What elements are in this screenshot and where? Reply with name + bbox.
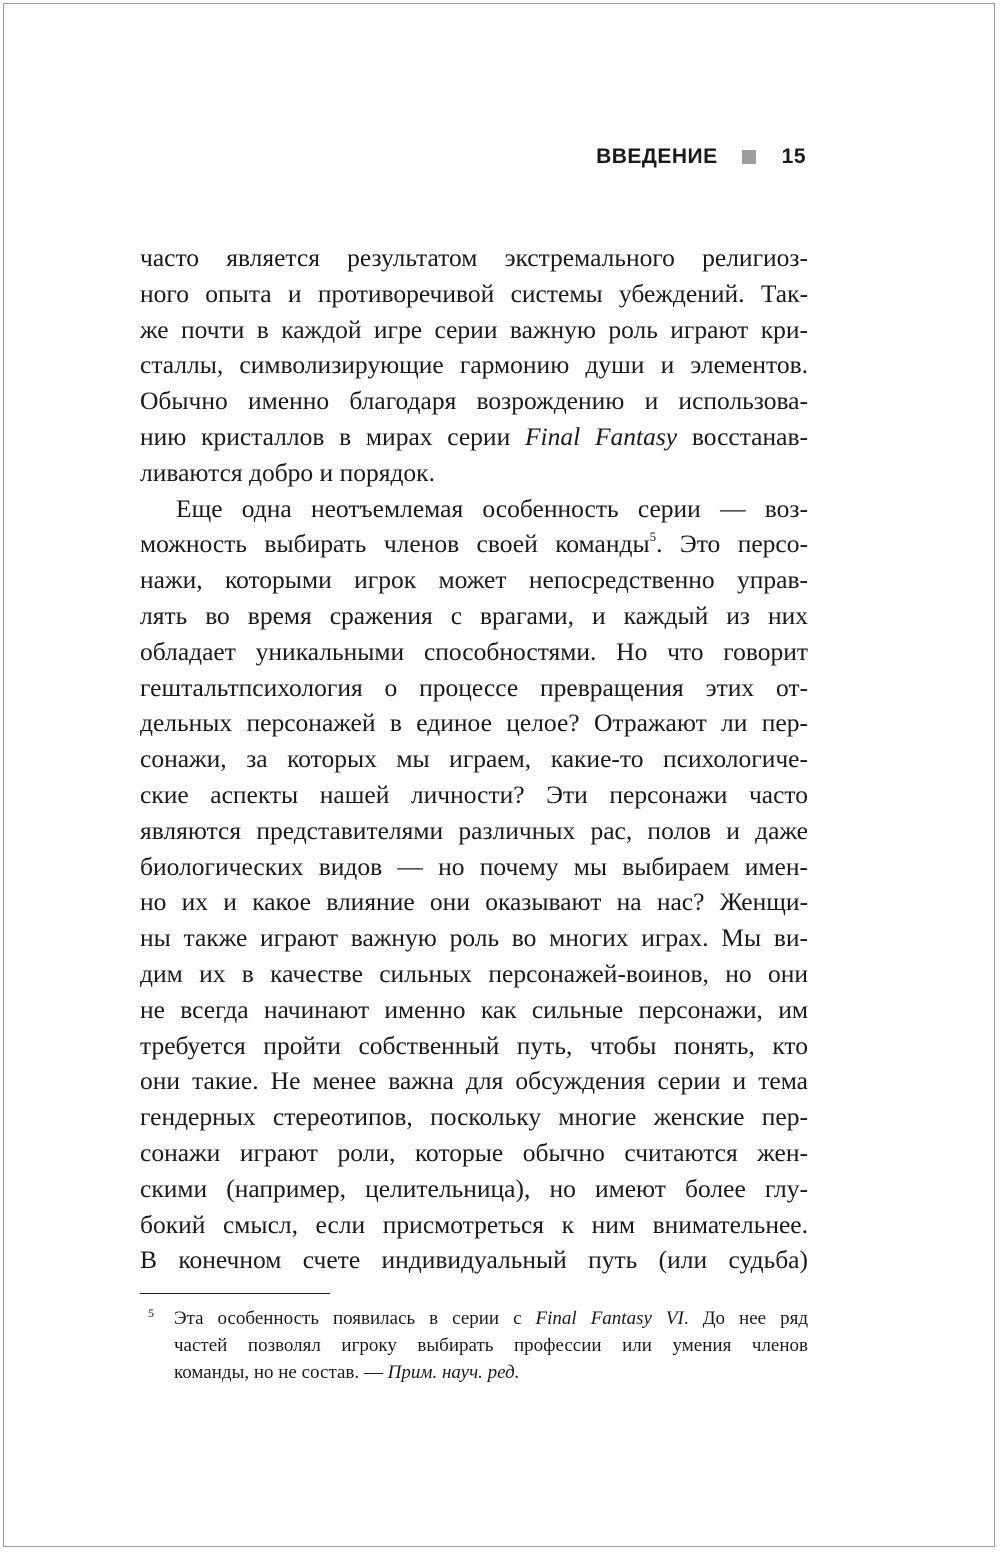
text-line: гештальтпсихология о процессе превращения этих от- bbox=[140, 672, 808, 702]
text-line: же почти в каждой игре серии важную роль играют кри- bbox=[140, 314, 808, 344]
text-line bbox=[140, 526, 808, 562]
footnote-number: 5 bbox=[148, 1306, 154, 1320]
text-line: являются представителями различных рас, полов и даже bbox=[140, 815, 808, 845]
header-square-ornament bbox=[742, 150, 756, 164]
text-line: Обычно именно благодаря возрождению и использова- bbox=[140, 386, 808, 416]
running-header bbox=[560, 142, 806, 172]
text-run: . Это персо- bbox=[656, 529, 808, 559]
text-line: обладает уникальными способностями. Но что говорит bbox=[140, 636, 808, 666]
text-line: лять во время сражения с врагами, и каждый из них bbox=[140, 600, 808, 630]
text-line: ны также играют важную роль во многих играх. Мы ви- bbox=[140, 923, 808, 953]
text-line: гендерных стереотипов, поскольку многие женские пер- bbox=[140, 1102, 808, 1132]
text-run: восстанав- bbox=[677, 421, 808, 451]
text-run: Эта особенность появилась в серии с bbox=[174, 1308, 536, 1329]
text-line: часто является результатом экстремального религиоз- bbox=[140, 243, 808, 272]
italic-title: Final Fantasy bbox=[524, 421, 678, 451]
text-run: команды, но не состав. — bbox=[174, 1362, 388, 1383]
text-line: дим их в качестве сильных персонажей-воинов, но они bbox=[140, 958, 808, 988]
text-run: нию кристаллов в мирах серии bbox=[140, 421, 525, 451]
text-line: требуется пройти собственный путь, чтобы понять, кто bbox=[140, 1030, 808, 1060]
italic-title: Final Fantasy VI bbox=[535, 1308, 684, 1329]
text-line: сонажи играют роли, которые обычно считаются жен- bbox=[140, 1137, 808, 1167]
text-line: но их и какое влияние они оказывают на нас? Женщи- bbox=[140, 887, 808, 917]
text-line: В конечном счете индивидуальный путь (или судьба) bbox=[140, 1245, 808, 1275]
page-number: 15 bbox=[781, 145, 806, 168]
text-line: ного опыта и противоречивой системы убеждений. Так- bbox=[140, 278, 808, 308]
editor-note: Прим. науч. ред. bbox=[387, 1362, 520, 1383]
section-title: ВВЕДЕНИЕ bbox=[596, 145, 718, 168]
text-run: . До нее ряд bbox=[683, 1308, 808, 1329]
footnote-reference[interactable]: 5 bbox=[649, 529, 657, 545]
paragraph-first-line: Еще одна неотъемлемая особенность серии — воз- bbox=[176, 493, 808, 523]
text-line: не всегда начинают именно как сильные персонажи, им bbox=[140, 994, 808, 1024]
text-run: можность выбирать членов своей команды bbox=[140, 529, 650, 559]
text-line: бокий смысл, если присмотреться к ним внимательнее. bbox=[140, 1209, 808, 1239]
text-line: биологических видов — но почему мы выбираем имен- bbox=[140, 851, 808, 881]
text-line: сталлы, символизирующие гармонию души и элементов. bbox=[140, 350, 808, 380]
text-line: они такие. Не менее важна для обсуждения серии и тема bbox=[140, 1066, 808, 1096]
footnote-line bbox=[174, 1359, 808, 1386]
footnote-separator bbox=[140, 1293, 330, 1294]
text-line: ливаются добро и порядок. bbox=[140, 457, 435, 487]
footnote-line bbox=[174, 1305, 808, 1332]
text-line: сонажи, за которых мы играем, какие-то психологиче- bbox=[140, 744, 808, 774]
text-line: нажи, которыми игрок может непосредственно управ- bbox=[140, 565, 808, 595]
main-text bbox=[140, 240, 808, 1278]
footnote bbox=[140, 1305, 808, 1386]
text-line bbox=[140, 419, 808, 455]
text-line: ские аспекты нашей личности? Эти персонажи часто bbox=[140, 779, 808, 809]
text-line: скими (например, целительница), но имеют более глу- bbox=[140, 1173, 808, 1203]
footnote-line: частей позволял игроку выбирать профессии или умения членов bbox=[174, 1335, 808, 1356]
text-line: дельных персонажей в единое целое? Отражают ли пер- bbox=[140, 708, 808, 738]
